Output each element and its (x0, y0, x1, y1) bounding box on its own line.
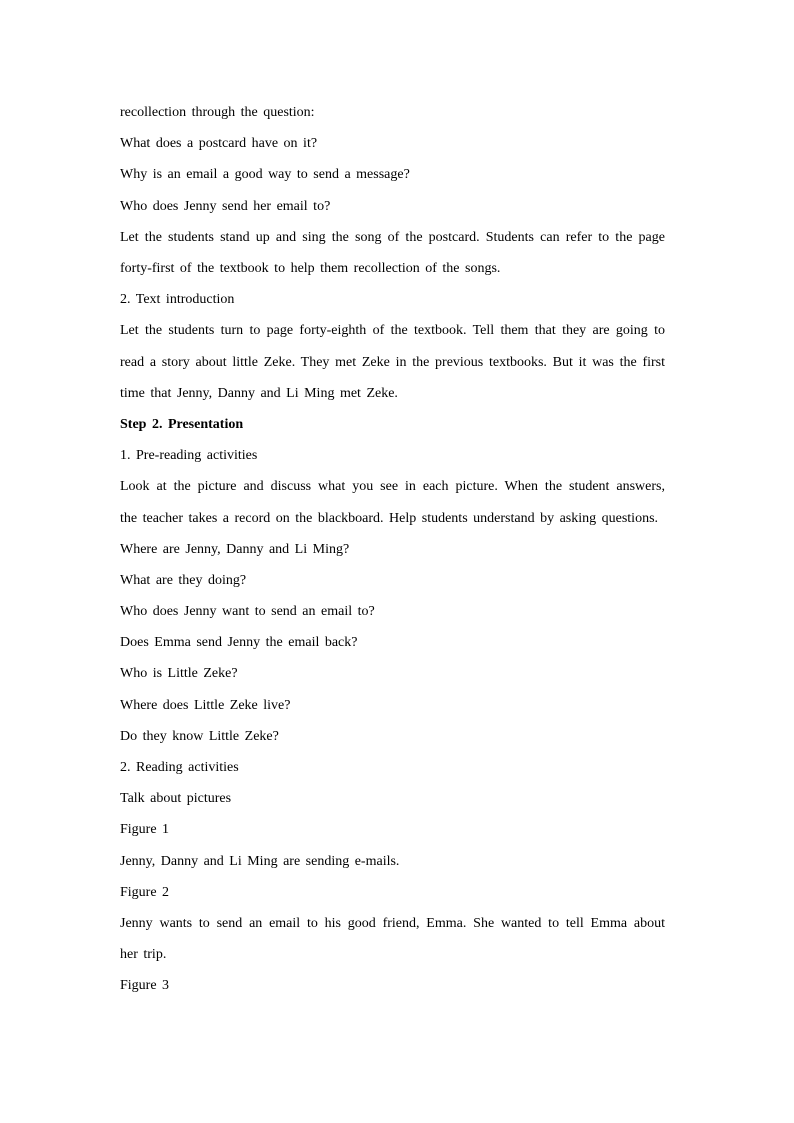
question-line: Where are Jenny, Danny and Li Ming? (120, 541, 350, 557)
figure-label: Figure 1 (120, 822, 170, 838)
figure-label: Figure 2 (120, 884, 170, 900)
section-heading-pre-reading: 1. Pre-reading activities (120, 448, 258, 464)
figure-label: Figure 3 (120, 978, 170, 994)
section-heading-reading: 2. Reading activities (120, 760, 239, 776)
subheading-talk-about-pictures: Talk about pictures (120, 791, 232, 807)
question-line: Who is Little Zeke? (120, 666, 238, 682)
text-line: Who does Jenny send her email to? (120, 198, 331, 214)
question-line: Where does Little Zeke live? (120, 697, 291, 713)
paragraph-pre-reading: Look at the picture and discuss what you see in each picture. When the student answers, the teacher takes a record on the blackboard. Help students understand by asking questions. (120, 479, 665, 526)
text-line: Why is an email a good way to send a message? (120, 167, 410, 183)
text-line: recollection through the question: (120, 105, 315, 120)
question-line: Does Emma send Jenny the email back? (120, 635, 358, 651)
text-line: What does a postcard have on it? (120, 136, 318, 152)
question-line: What are they doing? (120, 572, 247, 588)
paragraph-song: Let the students stand up and sing the song of the postcard. Students can refer to the page forty-first of the textbook to help them recollection of the songs. (120, 229, 665, 276)
paragraph-text-introduction: Let the students turn to page forty-eighth of the textbook. Tell them that they are going to read a story about little Zeke. They met Zeke in the previous textbooks. But it was the first time that Jenny, Danny and Li Ming met Zeke. (120, 323, 665, 401)
figure-text: Jenny, Danny and Li Ming are sending e-mails. (120, 853, 400, 869)
question-line: Who does Jenny want to send an email to? (120, 604, 375, 620)
question-line: Do they know Little Zeke? (120, 728, 279, 744)
section-heading-text-introduction: 2. Text introduction (120, 292, 235, 308)
step-heading-presentation: Step 2. Presentation (120, 416, 244, 432)
figure-text: Jenny wants to send an email to his good friend, Emma. She wanted to tell Emma about her trip. (120, 915, 665, 963)
document-body (120, 97, 665, 1002)
